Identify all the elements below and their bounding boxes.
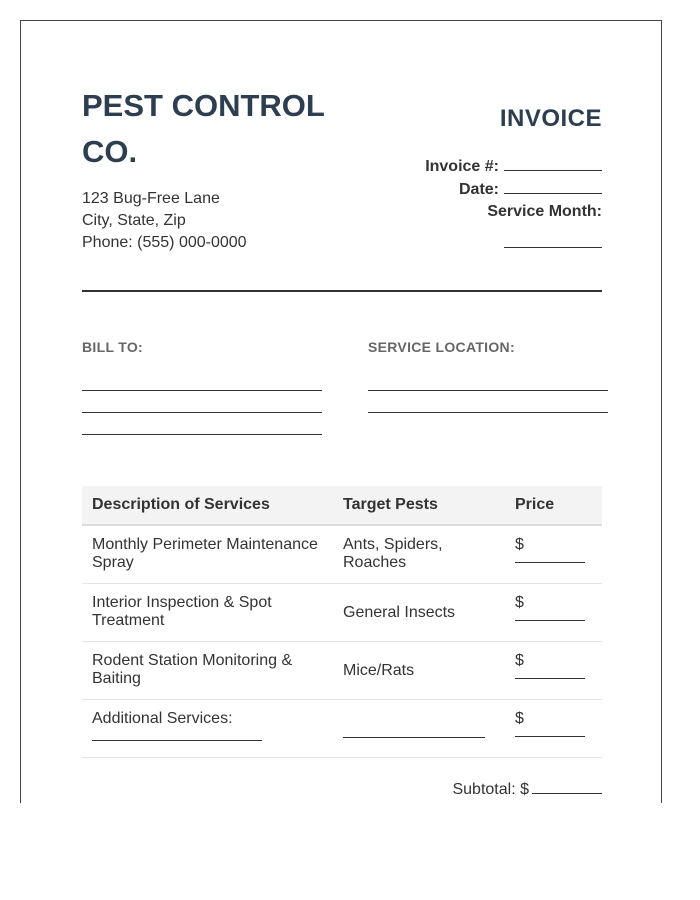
service-location-line-1[interactable] <box>368 390 608 391</box>
price-cell <box>505 525 602 584</box>
bill-to-label: BILL TO: <box>82 339 143 355</box>
service-description: Monthly Perimeter Maintenance Spray <box>82 525 333 584</box>
bill-to-line-1[interactable] <box>82 390 322 391</box>
address-street: 123 Bug-Free Lane <box>82 190 220 207</box>
subtotal-row <box>452 779 602 799</box>
service-location-line-2[interactable] <box>368 412 608 413</box>
service-location-label: SERVICE LOCATION: <box>368 339 515 355</box>
price-cell <box>505 642 602 700</box>
date-label: Date: <box>458 181 499 198</box>
price-cell <box>505 584 602 642</box>
price-currency: $ <box>515 594 524 611</box>
bill-to-line-2[interactable] <box>82 412 322 413</box>
header-price: Price <box>505 486 602 525</box>
table-row <box>82 642 602 700</box>
header-divider <box>82 290 602 292</box>
table-row <box>82 700 602 758</box>
price-currency: $ <box>515 652 524 669</box>
additional-services-field[interactable] <box>92 728 262 741</box>
service-month-field-row <box>342 225 602 248</box>
target-pests: Mice/Rats <box>333 642 505 700</box>
service-description: Interior Inspection & Spot Treatment <box>82 584 333 642</box>
subtotal-field[interactable] <box>532 779 602 794</box>
address-city: City, State, Zip <box>82 212 186 229</box>
invoice-number-row <box>342 156 602 179</box>
table-header-row <box>82 486 602 525</box>
service-month-label: Service Month: <box>487 203 602 220</box>
target-pests-cell <box>333 700 505 758</box>
bill-to-line-3[interactable] <box>82 434 322 435</box>
service-month-field[interactable] <box>504 225 602 248</box>
price-cell <box>505 700 602 758</box>
target-pests-field[interactable] <box>343 715 485 738</box>
price-field[interactable] <box>515 612 585 621</box>
invoice-number-label: Invoice #: <box>425 158 499 175</box>
company-name: PEST CONTROL CO. <box>82 88 325 169</box>
invoice-title: INVOICE <box>499 105 602 132</box>
subtotal-label: Subtotal: <box>452 781 516 798</box>
subtotal-currency: $ <box>520 781 529 798</box>
date-row <box>342 179 602 202</box>
date-field[interactable] <box>504 179 602 194</box>
invoice-number-field[interactable] <box>504 156 602 171</box>
price-field[interactable] <box>515 554 585 563</box>
target-pests: Ants, Spiders, Roaches <box>333 525 505 584</box>
company-address <box>82 188 247 254</box>
invoice-meta <box>342 156 602 248</box>
price-field[interactable] <box>515 670 585 679</box>
additional-services-cell <box>82 700 333 758</box>
price-currency: $ <box>515 536 524 553</box>
price-field[interactable] <box>515 728 585 737</box>
table-row <box>82 525 602 584</box>
target-pests: General Insects <box>333 584 505 642</box>
service-description: Rodent Station Monitoring & Baiting <box>82 642 333 700</box>
price-currency: $ <box>515 710 524 727</box>
invoice-sheet <box>20 20 662 803</box>
company-phone: Phone: (555) 000-0000 <box>82 234 247 251</box>
header-target-pests: Target Pests <box>333 486 505 525</box>
service-month-row <box>342 202 602 225</box>
header-description: Description of Services <box>82 486 333 525</box>
service-description: Additional Services: <box>92 710 233 727</box>
services-table <box>82 486 602 758</box>
table-row <box>82 584 602 642</box>
